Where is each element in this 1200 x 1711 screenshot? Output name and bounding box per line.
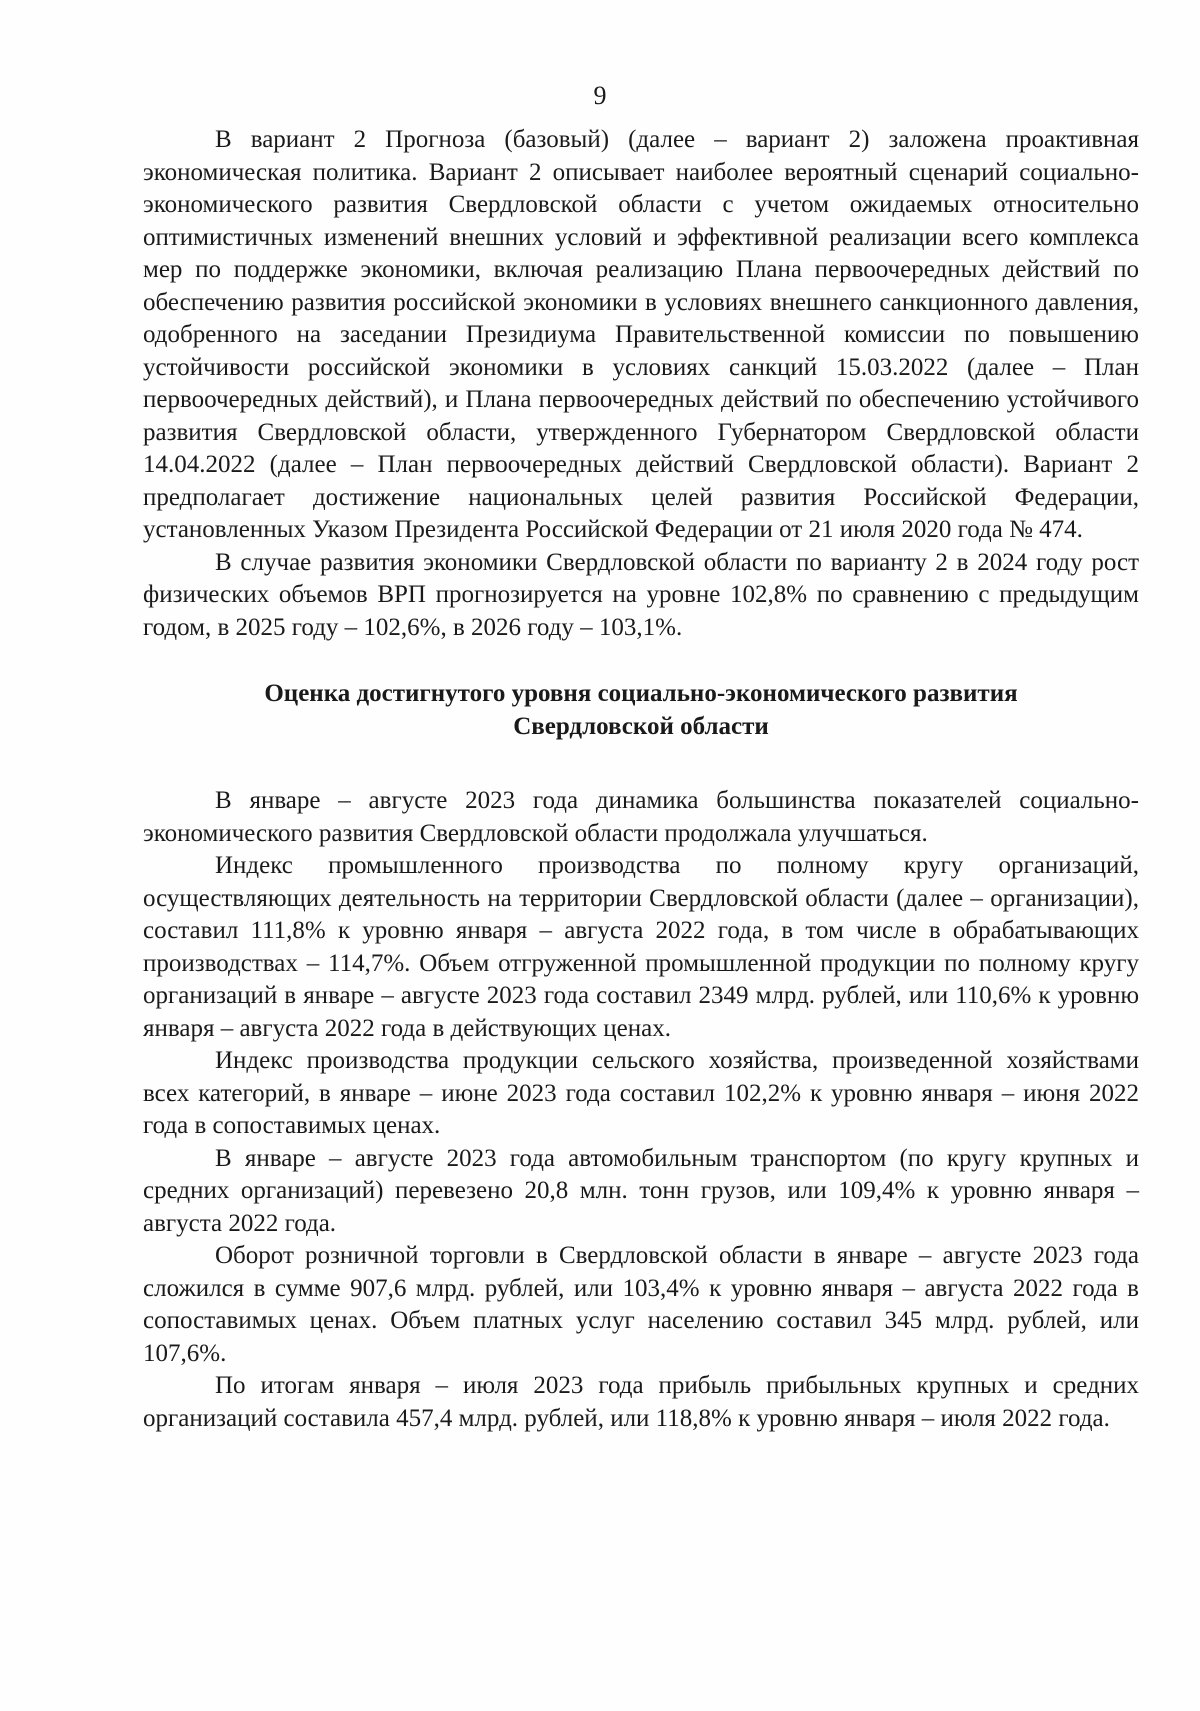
paragraph-profit: По итогам января – июля 2023 года прибыль прибыльных крупных и средних организаций составила 457,4 млрд. рублей, или 118,8% к уровню января – июля 2022 года. [143, 1372, 1139, 1432]
paragraph-variant-2: В вариант 2 Прогноза (базовый) (далее – вариант 2) заложена проактивная экономическая политика. Вариант 2 описывает наиболее вероятный сценарий социально-экономического развития Свердловской области с учетом ожидаемых относительно оптимистичных изменений внешних условий и эффективной реализации всего комплекса мер по поддержке экономики, включая реализацию Плана первоочередных действий по обеспечению развития российской экономики в условиях внешнего санкционного давления, одобренного на заседании Президиума Правительственной комиссии по повышению устойчивости российской экономики в условиях санкций 15.03.2022 (далее – План первоочередных действий), и Плана первоочередных действий по обеспечению устойчивого развития Свердловской области, утвержденного Губернатором Свердловской области 14.04.2022 (далее – План первоочередных действий Свердловской области). Вариант 2 предполагает достижение национальных целей развития Российской Федерации, установленных Указом Президента Российской Федерации от 21 июля 2020 года № 474. [143, 126, 1139, 543]
document-body [143, 124, 1139, 1435]
paragraph-industrial-index: Индекс промышленного производства по полному кругу организаций, осуществляющих деятельность на территории Свердловской области (далее – организации), составил 111,8% к уровню января – августа 2022 года, в том числе в обрабатывающих производствах – 114,7%. Объем отгруженной промышленной продукции по полному кругу организаций в январе – августе 2023 года составил 2349 млрд. рублей, или 110,6% к уровню января – августа 2022 года в действующих ценах. [143, 852, 1139, 1042]
paragraph-retail: Оборот розничной торговли в Свердловской области в январе – августе 2023 года сложился в сумме 907,6 млрд. рублей, или 103,4% к уровню января – августа 2022 года в сопоставимых ценах. Объем платных услуг населению составил 345 млрд. рублей, или 107,6%. [143, 1242, 1139, 1367]
paragraph-dynamics: В январе – августе 2023 года динамика большинства показателей социально-экономического развития Свердловской области продолжала улучшаться. [143, 787, 1139, 847]
section-heading-line-1: Оценка достигнутого уровня социально-экономического развития [264, 680, 1018, 707]
paragraph-grp-forecast: В случае развития экономики Свердловской области по варианту 2 в 2024 году рост физических объемов ВРП прогнозируется на уровне 102,8% по сравнению с предыдущим годом, в 2025 году – 102,6%, в 2026 году – 103,1%. [143, 548, 1139, 641]
paragraph-transport: В январе – августе 2023 года автомобильным транспортом (по кругу крупных и средних организаций) перевезено 20,8 млн. тонн грузов, или 109,4% к уровню января – августа 2022 года. [143, 1144, 1139, 1237]
section-heading [143, 678, 1139, 743]
page-number: 9 [593, 81, 607, 110]
paragraph-agriculture: Индекс производства продукции сельского хозяйства, произведенной хозяйствами всех категорий, в январе – июне 2023 года составил 102,2% к уровню января – июня 2022 года в сопоставимых ценах. [143, 1047, 1139, 1139]
section-heading-line-2: Свердловской области [513, 712, 769, 740]
